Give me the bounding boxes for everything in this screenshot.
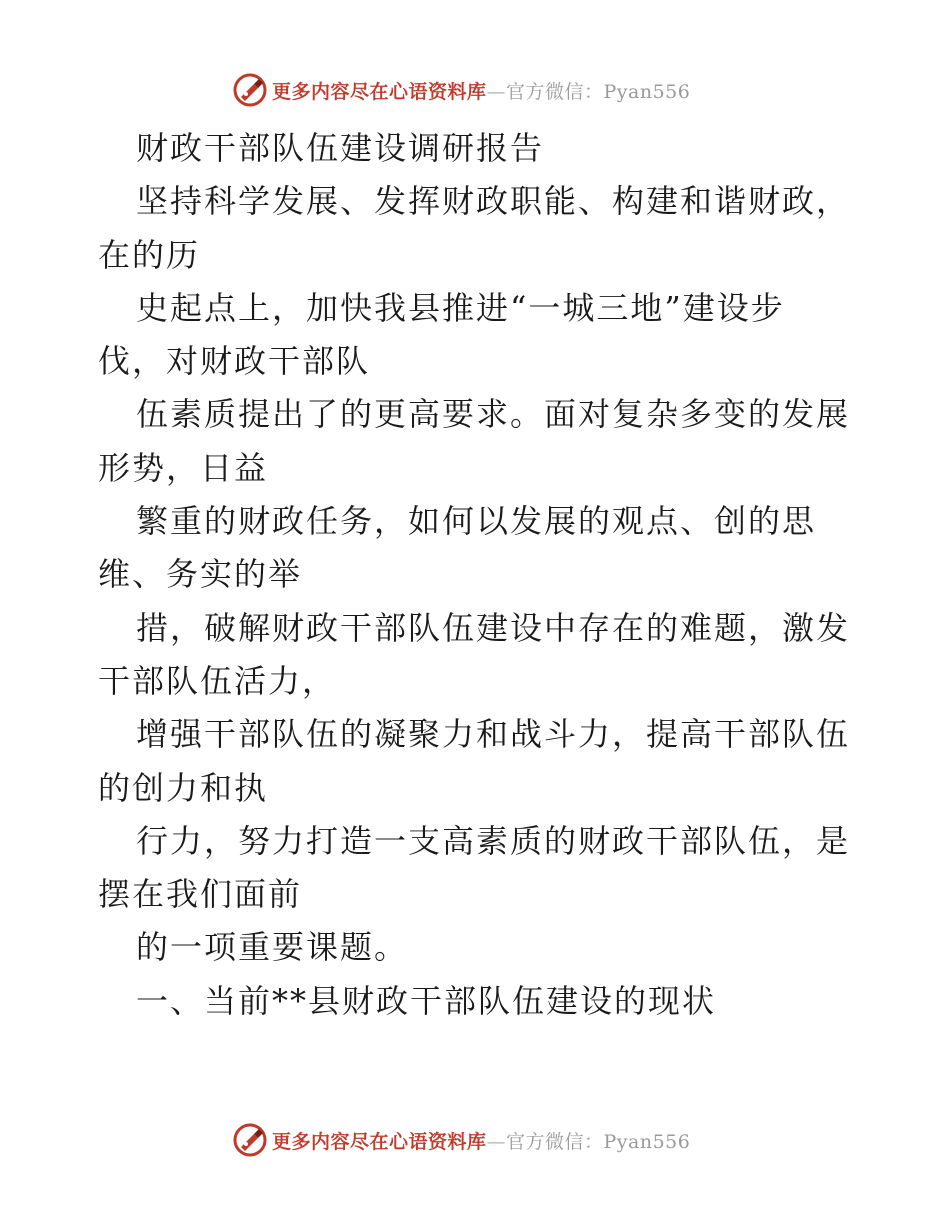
document-line: 措，破解财政干部队伍建设中存在的难题，激发: [136, 608, 851, 647]
watermark-main: 更多内容尽在心语资料库: [272, 80, 487, 103]
document-body: [98, 122, 868, 1028]
footer-watermark: [232, 1120, 732, 1160]
document-line: 在的历: [98, 235, 201, 274]
watermark-suffix: 官方微信：Pyan556: [506, 80, 691, 103]
document-line: 伍素质提出了的更高要求。面对复杂多变的发展: [136, 395, 851, 434]
document-line: 的一项重要课题。: [136, 928, 409, 967]
document-line: 行力，努力打造一支高素质的财政干部队伍，是: [136, 821, 851, 860]
document-line: 财政干部队伍建设调研报告: [136, 129, 545, 167]
watermark-dash: —: [486, 80, 507, 103]
document-line: 史起点上，加快我县推进“一城三地”建设步: [136, 288, 785, 327]
document-line: 繁重的财政任务，如何以发展的观点、创的思: [136, 502, 817, 541]
header-watermark: [232, 70, 732, 110]
pen-logo-icon: [232, 1122, 268, 1158]
document-line: 干部队伍活力，: [98, 661, 337, 700]
document-line: 一、当前**县财政干部队伍建设的现状: [136, 981, 717, 1020]
watermark-suffix: 官方微信：Pyan556: [506, 1130, 691, 1153]
document-line: 的创力和执: [98, 768, 269, 807]
document-line: 坚持科学发展、发挥财政职能、构建和谐财政，: [136, 182, 851, 221]
watermark-dash: —: [486, 1130, 507, 1153]
watermark-text: [272, 77, 690, 104]
document-line: 伐，对财政干部队: [98, 342, 371, 381]
pen-logo-icon: [232, 72, 268, 108]
document-line: 增强干部队伍的凝聚力和战斗力，提高干部队伍: [136, 715, 851, 754]
watermark-main: 更多内容尽在心语资料库: [272, 1130, 487, 1153]
document-line: 形势，日益: [98, 448, 269, 487]
document-line: 摆在我们面前: [98, 875, 303, 914]
document-line: 维、务实的举: [98, 555, 303, 594]
watermark-text: [272, 1127, 690, 1154]
